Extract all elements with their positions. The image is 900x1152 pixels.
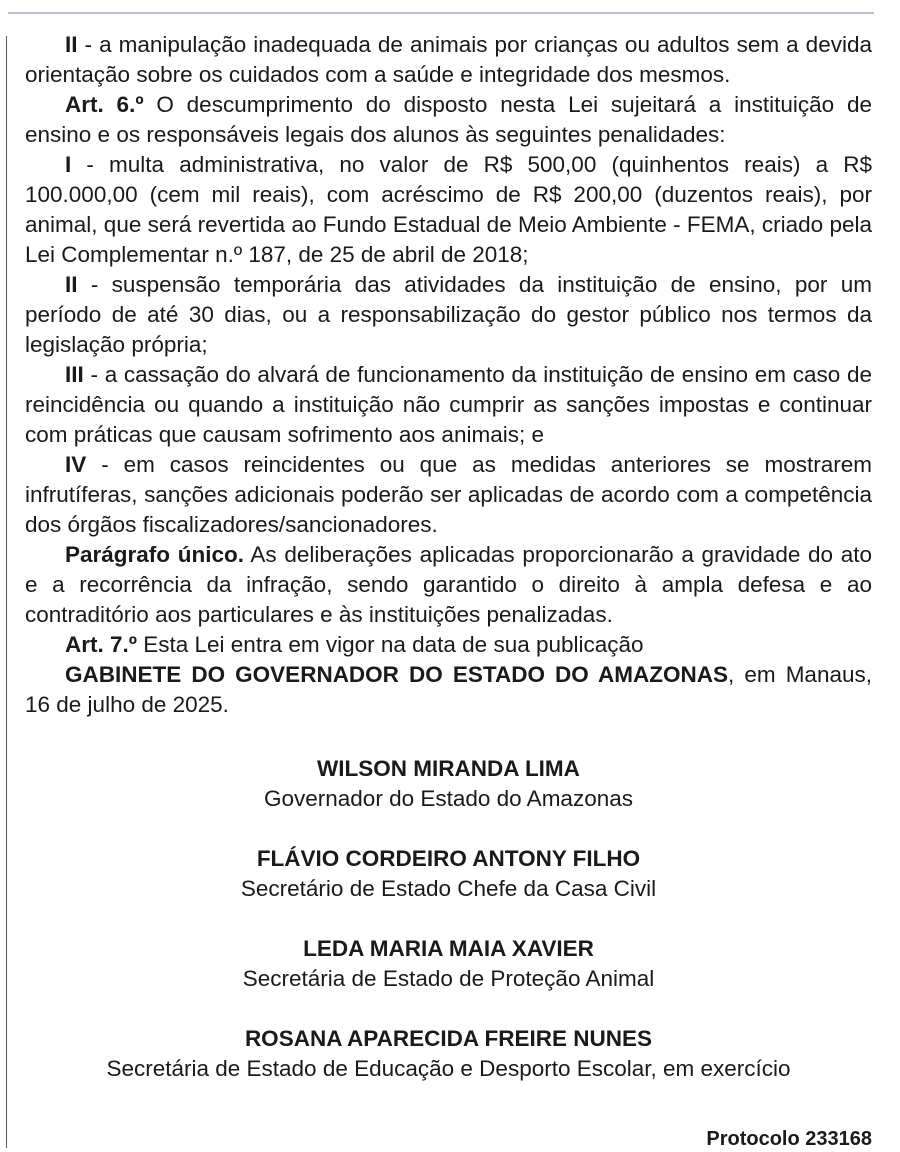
paragraph-lead: III: [65, 362, 84, 387]
paragraph-item-ii-a: [25, 30, 872, 90]
document-body: [25, 30, 872, 1114]
signatory-name: WILSON MIRANDA LIMA: [317, 756, 580, 781]
paragraph-lead: Parágrafo único.: [65, 542, 244, 567]
paragraph-lead: I: [65, 152, 72, 177]
paragraph-gabinete: [25, 660, 872, 720]
signatory-role: Secretário de Estado Chefe da Casa Civil: [240, 876, 657, 901]
paragraph-lead: II: [65, 32, 78, 57]
paragraph-text: - a manipulação inadequada de animais por crianças ou adultos sem a devida orientação sobre os cuidados com a saúde e integridade dos mesmos.: [25, 32, 872, 87]
signature-casa-civil: [25, 844, 872, 904]
paragraph-item-i: [25, 150, 872, 270]
signatory-role: Secretária de Estado de Proteção Animal: [242, 966, 655, 991]
signature-block: [25, 754, 872, 1084]
paragraph-lead: Art. 6.º: [65, 92, 144, 117]
paragraph-lead: Art. 7.º: [65, 632, 137, 657]
paragraph-text: - suspensão temporária das atividades da instituição de ensino, por um período de até 30 dias, ou a responsabilização do gestor público nos termos da legislação própria;: [25, 272, 872, 357]
signature-educacao: [25, 1024, 872, 1084]
paragraph-art-7: [25, 630, 872, 660]
signature-governor: [25, 754, 872, 814]
protocol-number: Protocolo 233168: [706, 1128, 872, 1150]
paragraph-lead: IV: [65, 452, 87, 477]
paragraph-text: - a cassação do alvará de funcionamento da instituição de ensino em caso de reincidência ou quando a instituição não cumprir as sanções impostas e continuar com práticas que causam sofrimento aos animais; e: [25, 362, 872, 447]
signature-protecao-animal: [25, 934, 872, 994]
paragraph-lead: II: [65, 272, 78, 297]
paragraph-text: As deliberações aplicadas proporcionarão a gravidade do ato e a recorrência da infração, sendo garantido o direito à ampla defesa e ao contraditório aos particulares e às instituições penalizadas.: [25, 542, 872, 627]
signatory-name: ROSANA APARECIDA FREIRE NUNES: [244, 1026, 653, 1051]
paragraph-item-iv: [25, 450, 872, 540]
paragraph-item-iii: [25, 360, 872, 450]
top-divider: [8, 12, 874, 14]
signatory-role: Secretária de Estado de Educação e Desporto Escolar, em exercício: [106, 1056, 791, 1081]
paragraph-text: Esta Lei entra em vigor na data de sua publicação: [136, 632, 644, 657]
paragraph-text: - em casos reincidentes ou que as medidas anteriores se mostrarem infrutíferas, sanções adicionais poderão ser aplicadas de acordo com a competência dos órgãos fiscalizadores/sancionadores.: [25, 452, 872, 537]
signatory-name: LEDA MARIA MAIA XAVIER: [303, 936, 594, 961]
signatory-role: Governador do Estado do Amazonas: [264, 786, 633, 811]
paragraph-text: - multa administrativa, no valor de R$ 500,00 (quinhentos reais) a R$ 100.000,00 (cem mil reais), com acréscimo de R$ 200,00 (duzentos reais), por animal, que será revertida ao Fundo Estadual de Meio Ambiente - FEMA, criado pela Lei Complementar n.º 187, de 25 de abril de 2018;: [25, 152, 872, 267]
paragraph-art-6: [25, 90, 872, 150]
column-rule: [6, 36, 7, 1148]
signatory-name: FLÁVIO CORDEIRO ANTONY FILHO: [256, 846, 641, 871]
paragraph-lead: GABINETE DO GOVERNADOR DO ESTADO DO AMAZONAS: [65, 662, 729, 687]
paragraph-unico: [25, 540, 872, 630]
paragraph-text: , em Manaus, 16 de julho de 2025.: [25, 662, 872, 717]
paragraph-text: O descumprimento do disposto nesta Lei sujeitará a instituição de ensino e os responsáveis legais dos alunos às seguintes penalidades:: [25, 92, 873, 147]
paragraph-item-ii-b: [25, 270, 872, 360]
